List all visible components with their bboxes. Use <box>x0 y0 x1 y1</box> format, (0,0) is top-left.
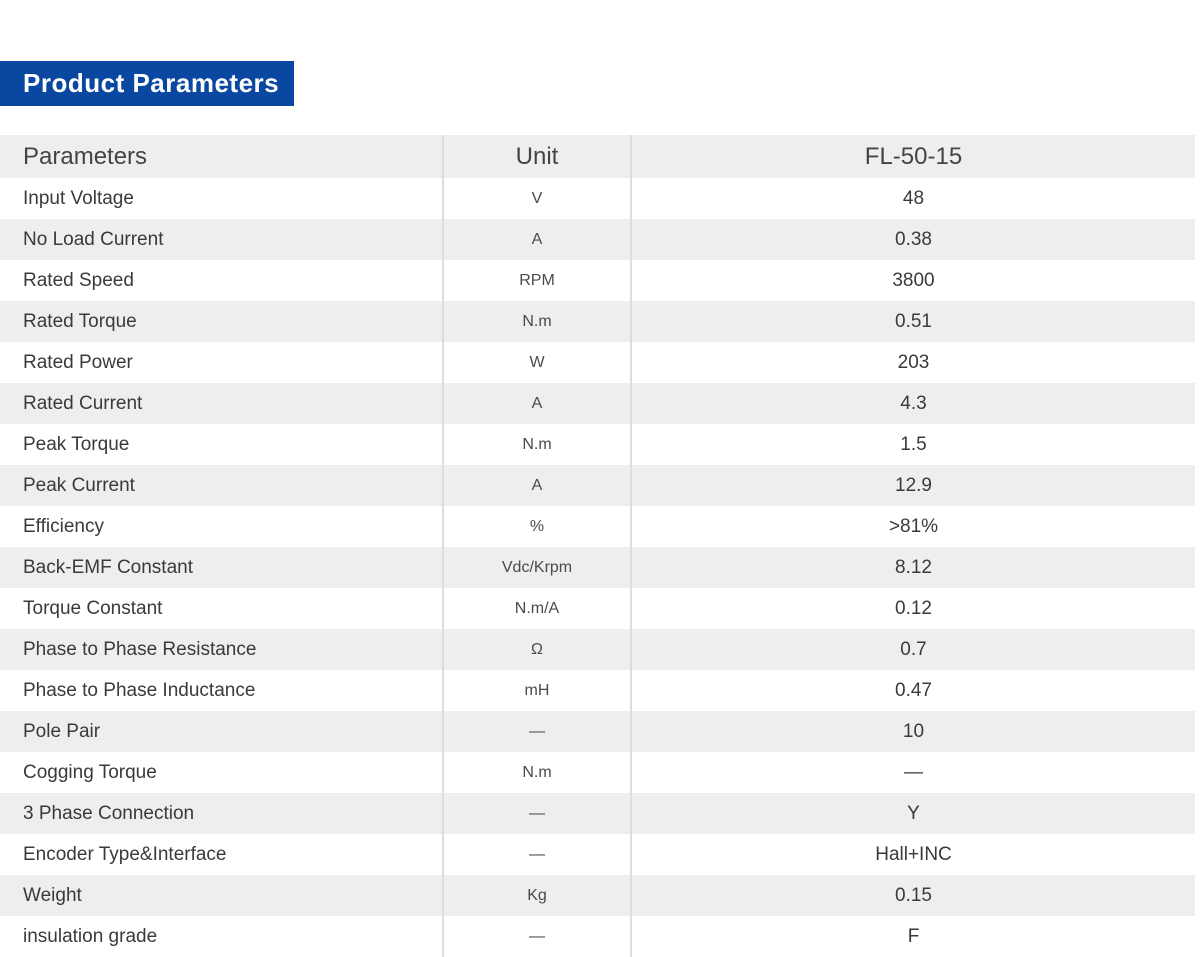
table-row <box>0 834 1195 875</box>
parameter-name: Rated Power <box>0 342 443 383</box>
section-title: Product Parameters <box>23 68 280 98</box>
parameter-unit: mH <box>443 670 631 711</box>
table-row <box>0 219 1195 260</box>
parameter-value: 0.15 <box>631 875 1195 916</box>
parameter-name: Peak Current <box>0 465 443 506</box>
table-row <box>0 465 1195 506</box>
parameter-name: Rated Torque <box>0 301 443 342</box>
table-header <box>0 135 1195 178</box>
table-row <box>0 424 1195 465</box>
table-header-row <box>0 135 1195 178</box>
table-row <box>0 383 1195 424</box>
table-row <box>0 547 1195 588</box>
parameter-value: 48 <box>631 178 1195 219</box>
parameter-value: F <box>631 916 1195 957</box>
parameter-value: 4.3 <box>631 383 1195 424</box>
parameter-value: 0.51 <box>631 301 1195 342</box>
parameter-value: — <box>631 752 1195 793</box>
parameter-value: 0.47 <box>631 670 1195 711</box>
parameter-name: No Load Current <box>0 219 443 260</box>
parameter-value: 0.38 <box>631 219 1195 260</box>
parameter-name: Peak Torque <box>0 424 443 465</box>
table-row <box>0 301 1195 342</box>
parameter-name: Input Voltage <box>0 178 443 219</box>
parameter-value: Hall+INC <box>631 834 1195 875</box>
parameter-unit: N.m <box>443 752 631 793</box>
header-parameters: Parameters <box>0 135 443 178</box>
table-row <box>0 260 1195 301</box>
parameter-unit: N.m/A <box>443 588 631 629</box>
header-unit: Unit <box>443 135 631 178</box>
parameter-unit: Kg <box>443 875 631 916</box>
table-row <box>0 588 1195 629</box>
parameter-name: Torque Constant <box>0 588 443 629</box>
parameter-value: 1.5 <box>631 424 1195 465</box>
table-row <box>0 629 1195 670</box>
parameter-name: Cogging Torque <box>0 752 443 793</box>
table-row <box>0 342 1195 383</box>
parameter-value: >81% <box>631 506 1195 547</box>
parameter-name: Back-EMF Constant <box>0 547 443 588</box>
parameter-unit: A <box>443 219 631 260</box>
parameter-value: 0.7 <box>631 629 1195 670</box>
parameter-unit: — <box>443 916 631 957</box>
table-row <box>0 670 1195 711</box>
table-row <box>0 793 1195 834</box>
parameter-unit: N.m <box>443 424 631 465</box>
table-body <box>0 178 1195 957</box>
parameter-name: Encoder Type&Interface <box>0 834 443 875</box>
parameter-name: Phase to Phase Inductance <box>0 670 443 711</box>
parameter-name: Weight <box>0 875 443 916</box>
parameter-name: Rated Speed <box>0 260 443 301</box>
parameter-value: 8.12 <box>631 547 1195 588</box>
table-row <box>0 711 1195 752</box>
parameter-unit: Vdc/Krpm <box>443 547 631 588</box>
parameter-unit: — <box>443 793 631 834</box>
parameter-name: 3 Phase Connection <box>0 793 443 834</box>
parameter-unit: Ω <box>443 629 631 670</box>
parameter-unit: % <box>443 506 631 547</box>
parameter-unit: A <box>443 465 631 506</box>
parameter-unit: A <box>443 383 631 424</box>
parameter-value: 3800 <box>631 260 1195 301</box>
parameter-value: 203 <box>631 342 1195 383</box>
parameter-name: Efficiency <box>0 506 443 547</box>
parameter-unit: W <box>443 342 631 383</box>
parameter-value: 10 <box>631 711 1195 752</box>
table-row <box>0 178 1195 219</box>
parameter-value: 0.12 <box>631 588 1195 629</box>
parameter-name: Rated Current <box>0 383 443 424</box>
table-row <box>0 916 1195 957</box>
header-model: FL-50-15 <box>631 135 1195 178</box>
table-row <box>0 752 1195 793</box>
parameter-unit: RPM <box>443 260 631 301</box>
parameter-value: Y <box>631 793 1195 834</box>
product-parameters-table <box>0 135 1195 957</box>
table-row <box>0 506 1195 547</box>
table-row <box>0 875 1195 916</box>
parameter-unit: V <box>443 178 631 219</box>
parameter-name: insulation grade <box>0 916 443 957</box>
parameter-unit: — <box>443 711 631 752</box>
parameter-name: Phase to Phase Resistance <box>0 629 443 670</box>
parameter-name: Pole Pair <box>0 711 443 752</box>
parameter-unit: N.m <box>443 301 631 342</box>
section-title-bar <box>0 61 294 106</box>
parameter-unit: — <box>443 834 631 875</box>
parameter-value: 12.9 <box>631 465 1195 506</box>
